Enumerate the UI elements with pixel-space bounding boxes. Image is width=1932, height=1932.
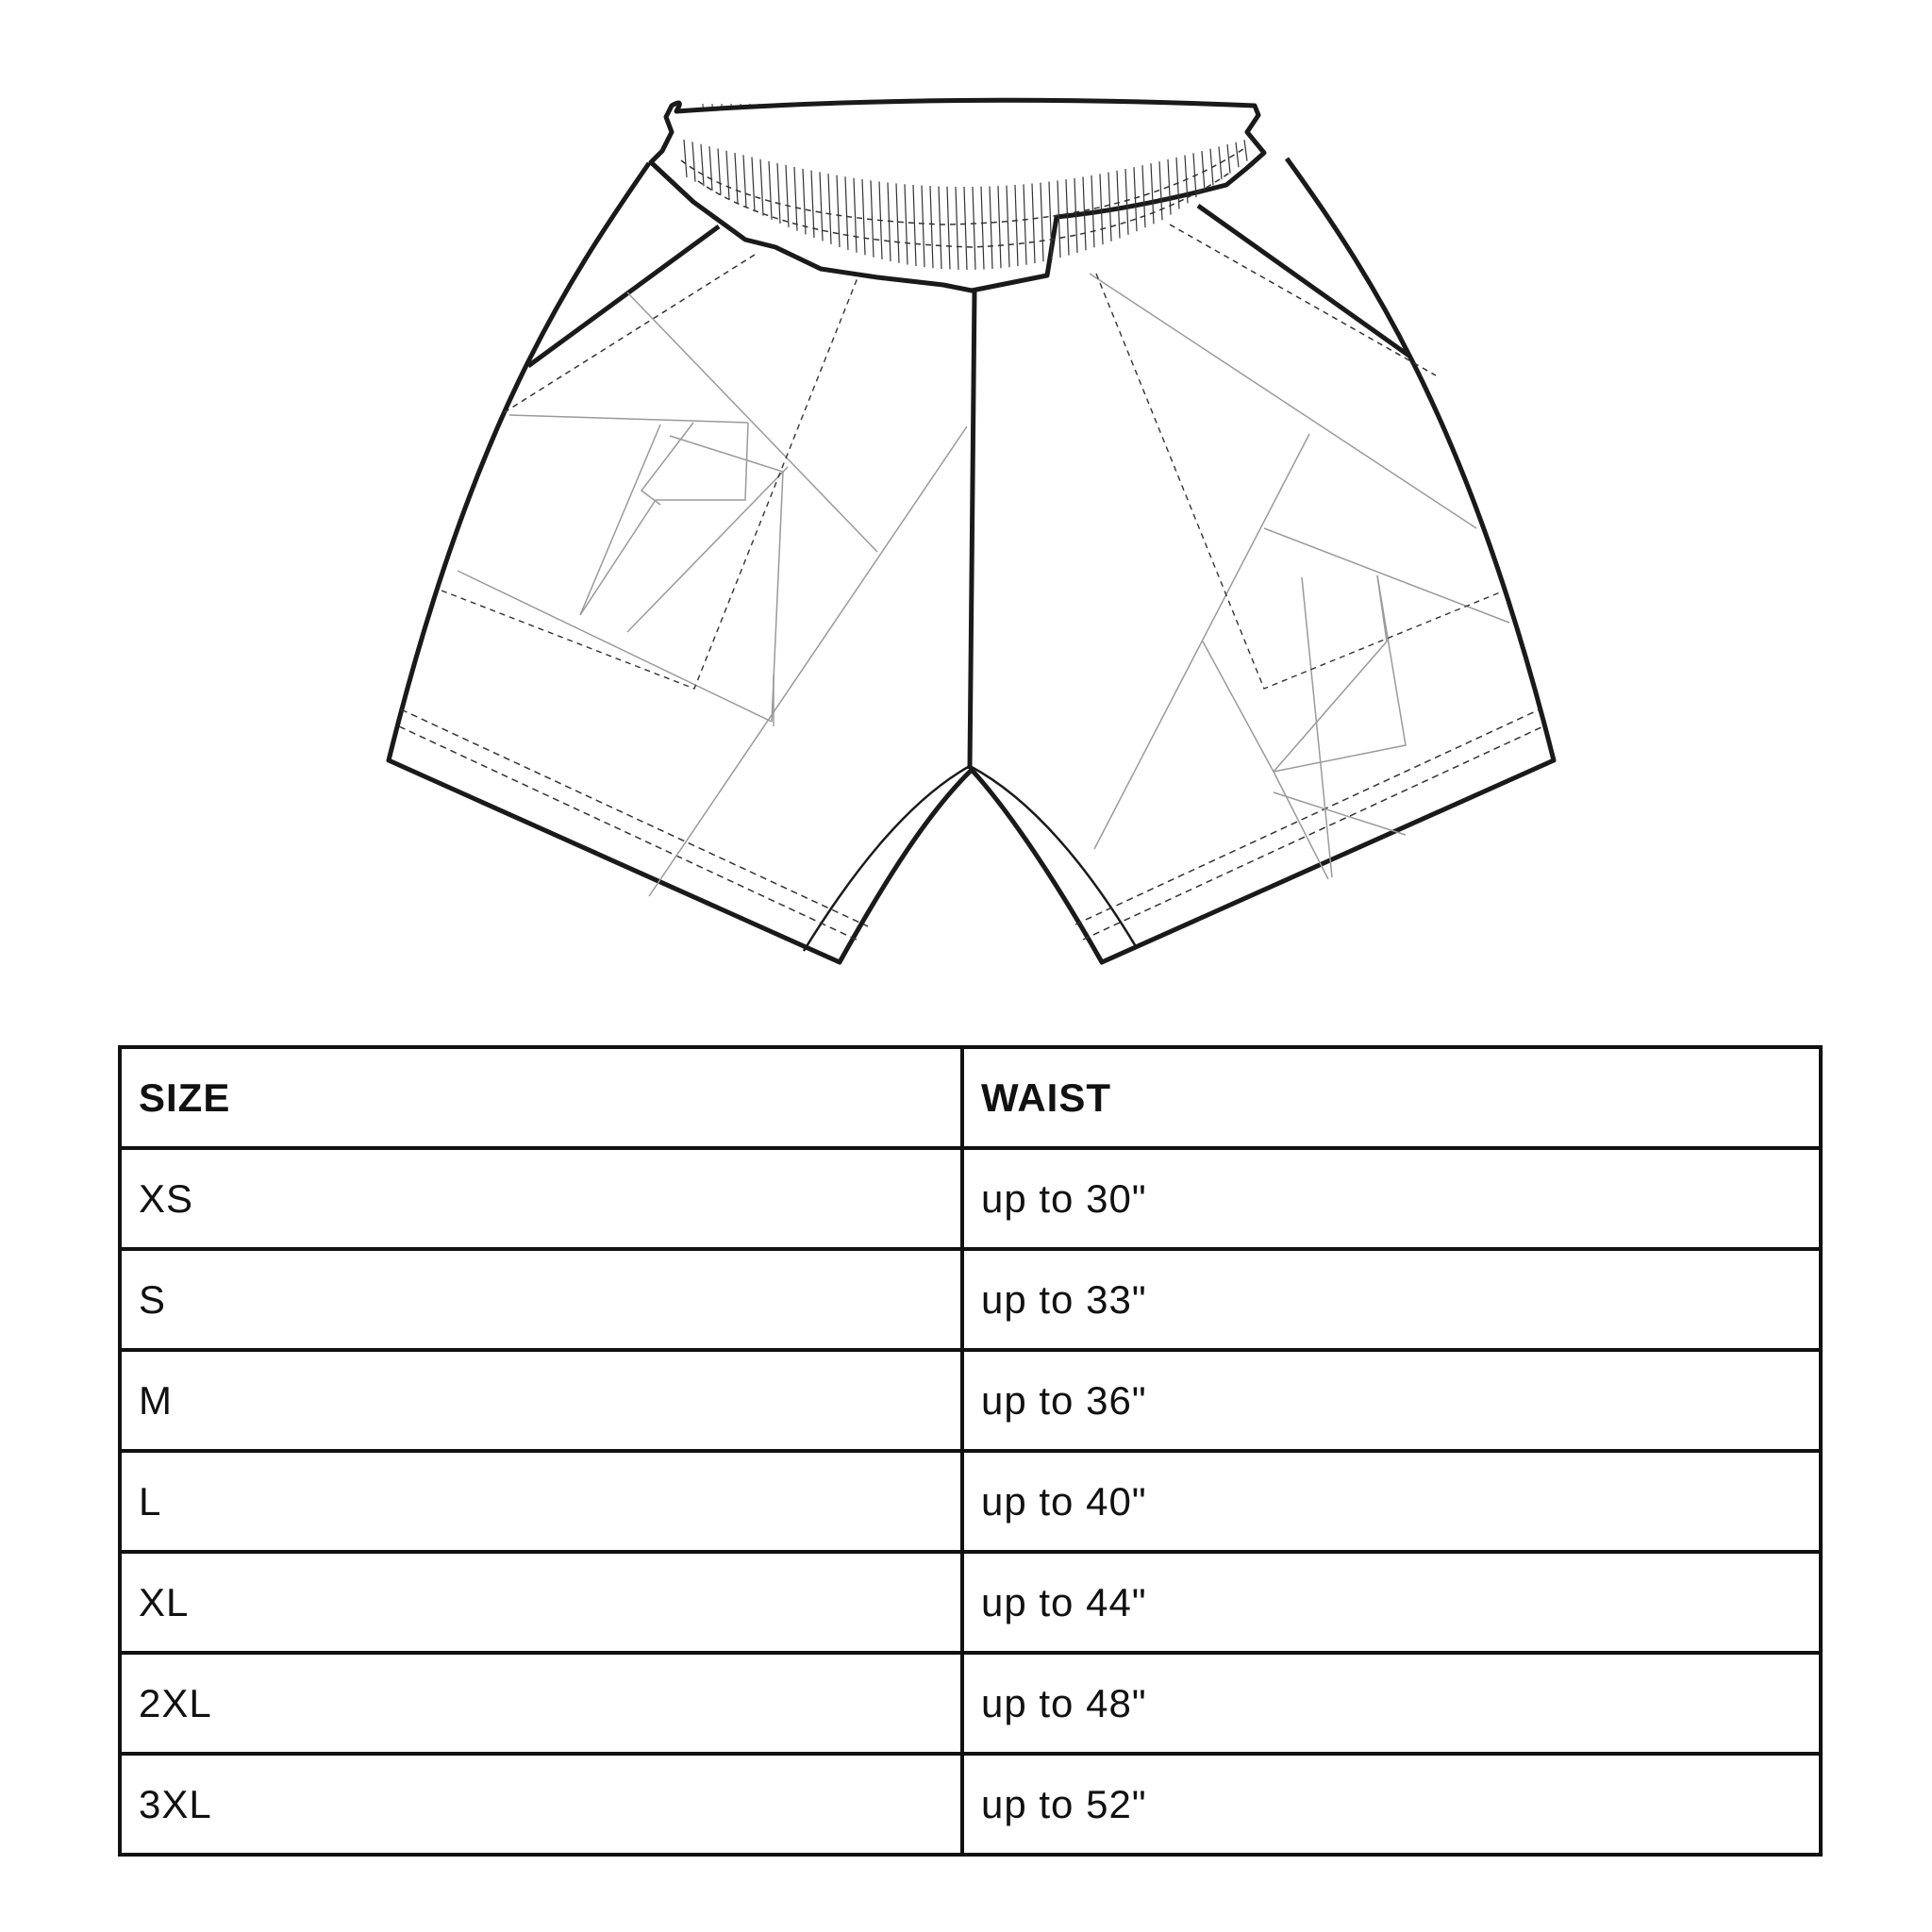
left-hem-stitch-2 xyxy=(399,726,860,941)
size-cell: XS xyxy=(120,1148,962,1249)
right-hem-stitch-1 xyxy=(1075,709,1540,924)
waist-cell: up to 33" xyxy=(962,1249,1821,1350)
size-cell: L xyxy=(120,1451,962,1552)
table-header-row xyxy=(120,1047,1821,1148)
right-hem-stitch-2 xyxy=(1083,726,1543,940)
table-row xyxy=(120,1249,1821,1350)
size-cell: S xyxy=(120,1249,962,1350)
waist-cell: up to 36" xyxy=(962,1350,1821,1451)
table-row xyxy=(120,1552,1821,1653)
waist-cell: up to 52" xyxy=(962,1754,1821,1855)
waist-cell: up to 44" xyxy=(962,1552,1821,1653)
left-panel-patchwork xyxy=(458,292,967,896)
waist-cell: up to 48" xyxy=(962,1653,1821,1754)
right-panel-stitch-lines xyxy=(1096,274,1500,689)
crotch-gusset xyxy=(804,766,1137,951)
header-size: SIZE xyxy=(120,1047,962,1148)
left-pocket-stitch xyxy=(500,255,755,415)
left-hem-stitch-1 xyxy=(401,709,868,926)
size-cell: 2XL xyxy=(120,1653,962,1754)
table-row xyxy=(120,1653,1821,1754)
waist-cell: up to 30" xyxy=(962,1148,1821,1249)
center-seam xyxy=(970,291,974,769)
left-panel-stitch-lines xyxy=(441,275,858,689)
size-cell: M xyxy=(120,1350,962,1451)
right-pocket-edge xyxy=(1198,206,1410,357)
left-pocket-edge xyxy=(528,226,719,366)
table-row xyxy=(120,1350,1821,1451)
size-cell: XL xyxy=(120,1552,962,1653)
waist-cell: up to 40" xyxy=(962,1451,1821,1552)
table-row xyxy=(120,1754,1821,1855)
size-chart-table xyxy=(118,1045,1823,1857)
table-row xyxy=(120,1148,1821,1249)
right-panel-patchwork xyxy=(1090,274,1509,879)
size-cell: 3XL xyxy=(120,1754,962,1855)
table-row xyxy=(120,1451,1821,1552)
header-waist: WAIST xyxy=(962,1047,1821,1148)
